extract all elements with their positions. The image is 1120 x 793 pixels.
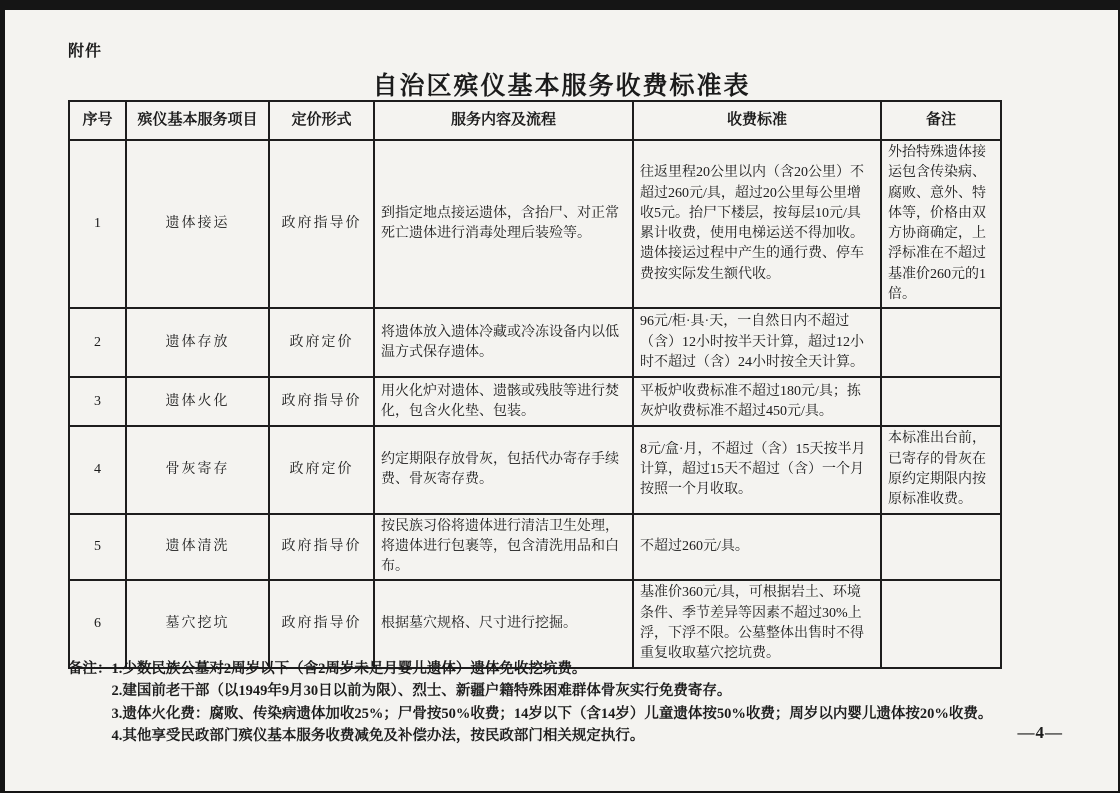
cell-pricing: 政府指导价	[269, 514, 374, 581]
cell-no: 2	[69, 308, 126, 377]
cell-item: 骨灰寄存	[126, 426, 269, 513]
footnotes-label: 备注：	[68, 661, 112, 677]
column-header-no: 序号	[69, 101, 126, 140]
table-row	[69, 377, 1001, 426]
cell-remark	[881, 514, 1001, 581]
cell-no: 3	[69, 377, 126, 426]
cell-pricing: 政府指导价	[269, 580, 374, 667]
cell-no: 5	[69, 514, 126, 581]
cell-remark	[881, 377, 1001, 426]
cell-fee: 不超过260元/具。	[633, 514, 881, 581]
table-row	[69, 140, 1001, 308]
page-number: —4—	[1017, 723, 1063, 742]
cell-fee: 8元/盒·月，不超过（含）15天按半月计算，超过15天不超过（含）一个月按照一个月收取。	[633, 426, 881, 513]
footnotes	[68, 658, 1028, 748]
table-row	[69, 514, 1001, 581]
cell-fee: 往返里程20公里以内（含20公里）不超过260元/具，超过20公里每公里增收5元。抬尸下楼层，按每层10元/具累计收费，使用电梯运送不得加收。遗体接运过程中产生的通行费、停车费按实际发生额代收。	[633, 140, 881, 308]
cell-remark: 外抬特殊遗体接运包含传染病、腐败、意外、特体等，价格由双方协商确定，上浮标准在不超过基准价260元的1倍。	[881, 140, 1001, 308]
cell-pricing: 政府指导价	[269, 140, 374, 308]
column-header-content: 服务内容及流程	[374, 101, 633, 140]
table-row	[69, 426, 1001, 513]
cell-item: 遗体清洗	[126, 514, 269, 581]
footnote-item: 4.其他享受民政部门殡仪基本服务收费减免及补偿办法，按民政部门相关规定执行。	[111, 728, 645, 745]
footnotes-list	[112, 658, 1017, 748]
cell-pricing: 政府定价	[269, 426, 374, 513]
cell-item: 遗体火化	[126, 377, 269, 426]
table-header-row	[69, 101, 1001, 140]
cell-item: 遗体接运	[126, 140, 269, 308]
cell-fee: 平板炉收费标准不超过180元/具；拣灰炉收费标准不超过450元/具。	[633, 377, 881, 426]
cell-item: 墓穴挖坑	[126, 580, 269, 667]
cell-content: 到指定地点接运遗体，含抬尸、对正常死亡遗体进行消毒处理后装殓等。	[374, 140, 633, 308]
table-row	[69, 580, 1001, 667]
fee-standard-table	[68, 100, 1002, 669]
footnote-item: 2.建国前老干部（以1949年9月30日以前为限）、烈士、新疆户籍特殊困难群体骨灰实行免费寄存。	[111, 683, 732, 700]
cell-content: 根据墓穴规格、尺寸进行挖掘。	[374, 580, 633, 667]
cell-no: 1	[69, 140, 126, 308]
page-title: 自治区殡仪基本服务收费标准表	[372, 73, 751, 100]
cell-remark	[881, 580, 1001, 667]
cell-content: 按民族习俗将遗体进行清洁卫生处理，将遗体进行包裹等，包含清洗用品和白布。	[374, 514, 633, 581]
document-page	[5, 10, 1118, 791]
cell-content: 用火化炉对遗体、遗骸或残肢等进行焚化，包含火化垫、包装。	[374, 377, 633, 426]
cell-content: 约定期限存放骨灰，包括代办寄存手续费、骨灰寄存费。	[374, 426, 633, 513]
column-header-item: 殡仪基本服务项目	[126, 101, 269, 140]
cell-remark: 本标准出台前，已寄存的骨灰在原约定期限内按原标准收费。	[881, 426, 1001, 513]
footnote-item: 3.遗体火化费：腐败、传染病遗体加收25%；尸骨按50%收费；14岁以下（含14岁）儿童遗体按50%收费；周岁以内婴儿遗体按20%收费。	[111, 705, 993, 722]
cell-no: 4	[69, 426, 126, 513]
cell-remark	[881, 308, 1001, 377]
cell-content: 将遗体放入遗体冷藏或冷冻设备内以低温方式保存遗体。	[374, 308, 633, 377]
cell-no: 6	[69, 580, 126, 667]
cell-fee: 96元/柜·具·天，一自然日内不超过（含）12小时按半天计算，超过12小时不超过（含）24小时按全天计算。	[633, 308, 881, 377]
column-header-remark: 备注	[881, 101, 1001, 140]
footnote-item: 1.少数民族公墓对2周岁以下（含2周岁未足月婴儿遗体）遗体免收挖坑费。	[111, 661, 587, 677]
cell-pricing: 政府定价	[269, 308, 374, 377]
cell-fee: 基准价360元/具，可根据岩土、环境条件、季节差异等因素不超过30%上浮，下浮不限。公墓整体出售时不得重复收取墓穴挖坑费。	[633, 580, 881, 667]
table-row	[69, 308, 1001, 377]
cell-pricing: 政府指导价	[269, 377, 374, 426]
column-header-pricing: 定价形式	[269, 101, 374, 140]
attachment-label: 附件	[68, 43, 103, 60]
cell-item: 遗体存放	[126, 308, 269, 377]
column-header-fee: 收费标准	[633, 101, 881, 140]
